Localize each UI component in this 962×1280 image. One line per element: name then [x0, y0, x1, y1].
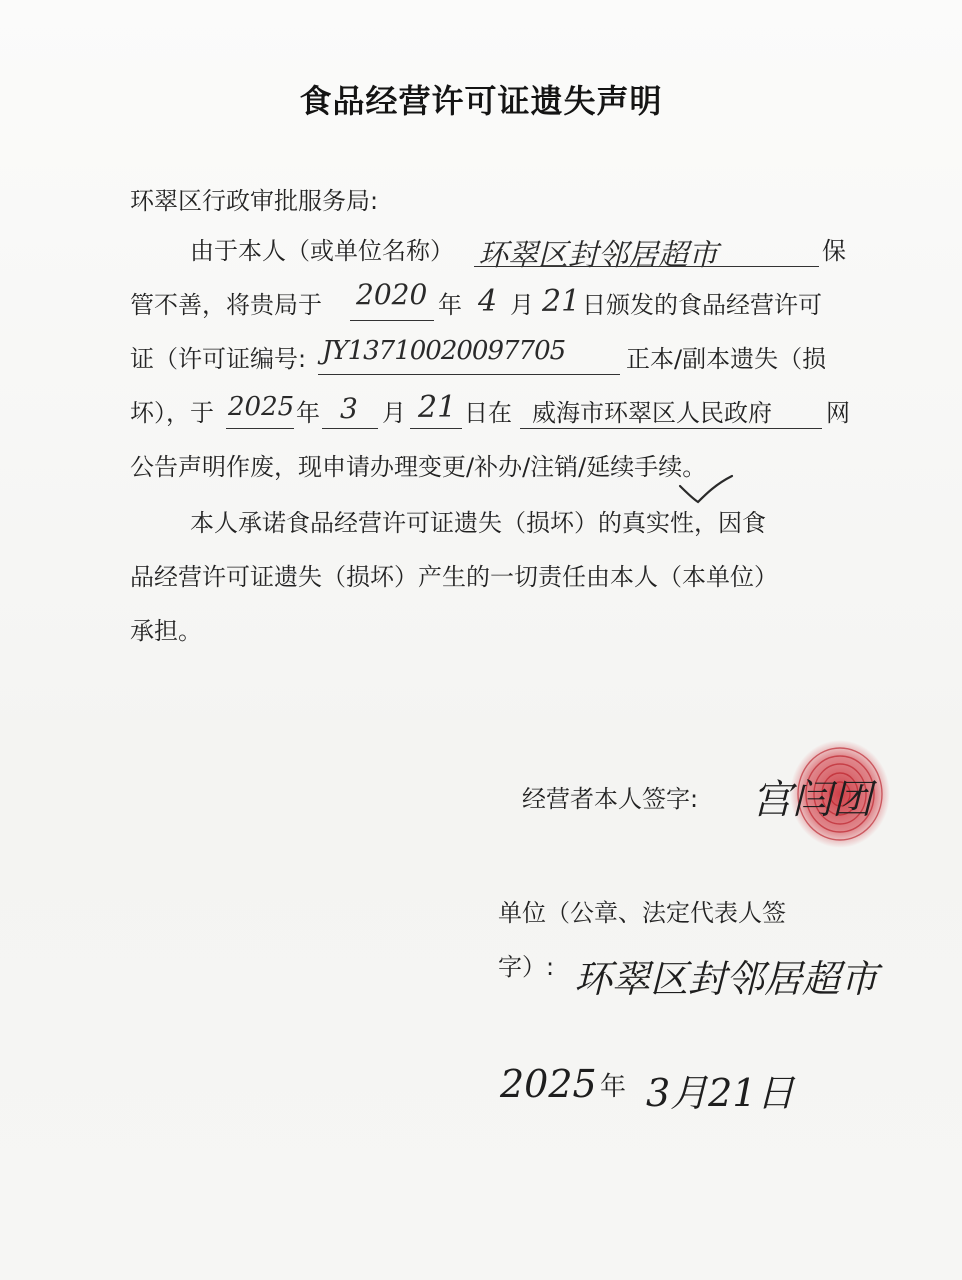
date-year-label: 年 [600, 1072, 627, 1102]
announcement-place: 威海市环翠区人民政府 [532, 399, 772, 427]
para1-line2-prefix: 管不善，将贵局于 [130, 291, 322, 319]
handwritten-issue-year: 2020 [356, 278, 428, 311]
unit-signature-label-line1: 单位（公章、法定代表人签 [498, 899, 786, 927]
para1-line4-mid: 日在 [464, 399, 512, 427]
handwritten-license-number: JY13710020097705 [322, 336, 566, 366]
month-label: 月 [510, 291, 534, 319]
checkmark-icon [676, 470, 736, 506]
blank-underline [520, 428, 822, 429]
year-label: 年 [438, 291, 462, 319]
blank-underline [410, 428, 462, 429]
para1-line4-suffix: 网 [826, 399, 850, 427]
para1-line5: 公告声明作废，现申请办理变更/补办/注销/延续手续。 [130, 453, 707, 481]
para1-line1-suffix: 保 [822, 237, 846, 265]
para1-line3-prefix: 证（许可证编号: [130, 345, 307, 373]
blank-underline [318, 374, 620, 375]
para1-line1-prefix: 由于本人（或单位名称） [190, 237, 454, 265]
handwritten-date-year: 2025 [500, 1062, 597, 1106]
operator-handwritten-signature: 宫闫团 [752, 777, 872, 823]
unit-signature-label-line2: 字）: [498, 953, 555, 981]
para2-line1: 本人承诺食品经营许可证遗失（损坏）的真实性，因食 [190, 509, 766, 537]
handwritten-issue-day: 21 [542, 284, 581, 319]
handwritten-issue-month: 4 [478, 284, 498, 319]
para2-line2: 品经营许可证遗失（损坏）产生的一切责任由本人（本单位） [130, 563, 778, 591]
para2-line3: 承担。 [130, 617, 202, 645]
blank-underline [226, 428, 294, 429]
para1-line3-suffix: 正本/副本遗失（损 [626, 345, 827, 373]
unit-handwritten-signature: 环翠区封邻居超市 [574, 957, 879, 1001]
handwritten-loss-month: 3 [340, 392, 358, 425]
blank-underline [322, 428, 378, 429]
handwritten-loss-day: 21 [418, 390, 457, 425]
handwritten-date-month-day: 3月21日 [646, 1071, 795, 1115]
handwritten-business-name: 环翠区封邻居超市 [478, 238, 718, 273]
blank-underline [474, 266, 819, 267]
blank-underline [350, 320, 434, 321]
month-label: 月 [382, 399, 406, 427]
para1-line4-prefix: 坏），于 [130, 399, 214, 427]
document-title: 食品经营许可证遗失声明 [299, 82, 663, 120]
recipient: 环翠区行政审批服务局: [130, 187, 379, 215]
year-label: 年 [296, 399, 320, 427]
handwritten-loss-year: 2025 [228, 392, 295, 422]
operator-signature-label: 经营者本人签字: [522, 785, 699, 813]
para1-line2-suffix: 日颁发的食品经营许可 [582, 291, 822, 319]
